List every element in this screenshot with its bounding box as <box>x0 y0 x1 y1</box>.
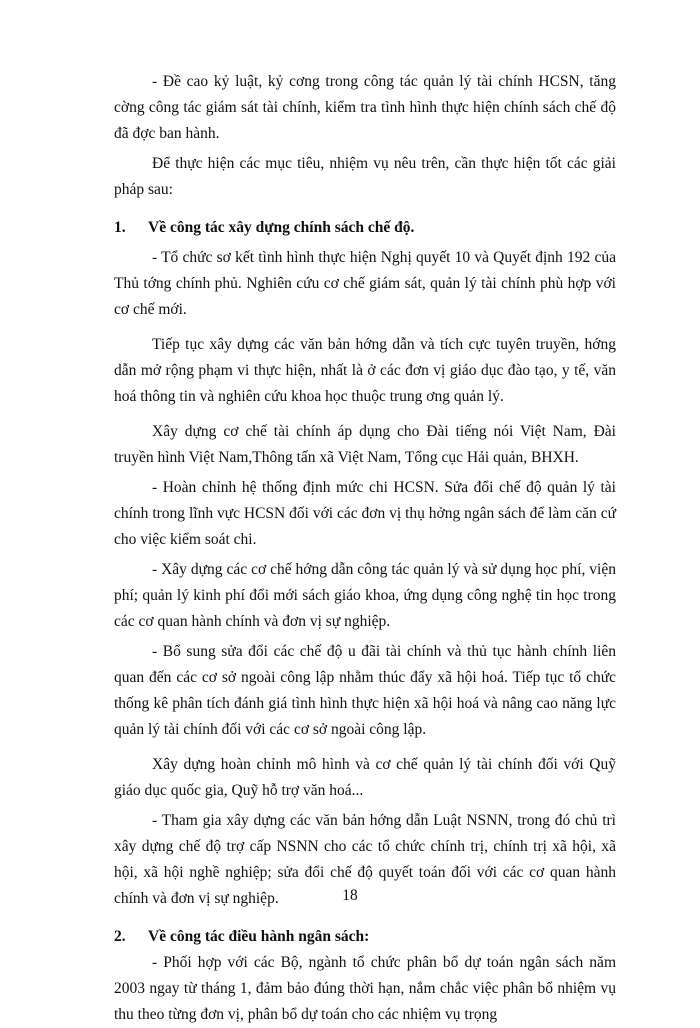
paragraph-review-resolution: - Tổ chức sơ kết tình hình thực hiện Nghị quyết 10 và Quyết định 192 của Thủ tớng chính phủ. Nghiên cứu cơ chế giám sát, quản lý tài chính phù hợp với cơ chế mới. <box>114 249 616 318</box>
page-number: 18 <box>342 887 358 904</box>
paragraph-education-fund: Xây dựng hoàn chỉnh mô hình và cơ chế quản lý tài chính đối với Quỹ giáo dục quốc gia, Quỹ hỗ trợ văn hoá... <box>114 756 616 799</box>
paragraph-budget-allocation: - Phối hợp với các Bộ, ngành tổ chức phân bổ dự toán ngân sách năm 2003 ngay từ tháng 1, đảm bảo đúng thời hạn, nắm chắc việc phân bổ nhiệm vụ thu theo từng đơn vị, phân bổ dự toán cho các nhiệm vụ trọng <box>114 954 616 1023</box>
paragraph-spending-norms: - Hoàn chỉnh hệ thống định mức chi HCSN. Sửa đổi chế độ quản lý tài chính trong lĩnh vực HCSN đối với các đơn vị thụ hởng ngân sách để làm căn cứ cho việc kiểm soát chi. <box>114 479 616 548</box>
paragraph-tuition-fees: - Xây dựng các cơ chế hớng dẫn công tác quản lý và sử dụng học phí, viện phí; quản lý kinh phí đổi mới sách giáo khoa, ứng dụng công nghệ tin học trong các cơ quan hành chính và đơn vị sự nghiệp. <box>114 561 616 630</box>
section-number-2: 2. <box>114 928 126 945</box>
section-number-1: 1. <box>114 219 126 236</box>
paragraph-socialization: - Bổ sung sửa đổi các chế độ u đãi tài chính và thủ tục hành chính liên quan đến các cơ sở ngoài công lập nhằm thúc đẩy xã hội hoá. Tiếp tục tổ chức thống kê phân tích đánh giá tình hình thực hiện xã hội hoá và nâng cao năng lực quản lý tài chính đối với các cơ sở ngoài công lập. <box>114 643 616 738</box>
paragraph-guidance-documents: Tiếp tục xây dựng các văn bản hớng dẫn và tích cực tuyên truyền, hớng dẫn mở rộng phạm vi thực hiện, nhất là ở các đơn vị giáo dục đào tạo, y tế, văn hoá thông tin và nghiên cứu khoa học thuộc trung ơng quản lý. <box>114 336 616 405</box>
section-title-1: Về công tác xây dựng chính sách chế độ. <box>148 219 415 236</box>
section-title-2: Về công tác điều hành ngân sách: <box>148 928 370 945</box>
paragraph-solutions-intro: Để thực hiện các mục tiêu, nhiệm vụ nêu trên, cần thực hiện tốt các giải pháp sau: <box>114 155 616 198</box>
paragraph-financial-mechanism: Xây dựng cơ chế tài chính áp dụng cho Đài tiếng nói Việt Nam, Đài truyền hình Việt Nam,Thông tấn xã Việt Nam, Tổng cục Hải quản, BHXH. <box>114 423 616 466</box>
paragraph-budget-law: - Tham gia xây dựng các văn bản hớng dẫn Luật NSNN, trong đó chủ trì xây dựng chế độ trợ cấp NSNN cho các tổ chức chính trị, chính trị xã hội, xã hội, xã hội nghề nghiệp; sửa đổi chế độ quyết toán đối với các cơ quan hành chính và đơn vị sự nghiệp. <box>114 812 616 907</box>
page-body <box>114 69 616 1028</box>
paragraph-discipline: - Đề cao kỷ luật, kỷ cơng trong công tác quản lý tài chính HCSN, tăng cờng công tác giám sát tài chính, kiểm tra tình hình thực hiện chính sách chế độ đã đợc ban hành. <box>114 73 616 142</box>
section-heading-2 <box>114 924 616 950</box>
section-heading-1 <box>114 215 616 241</box>
